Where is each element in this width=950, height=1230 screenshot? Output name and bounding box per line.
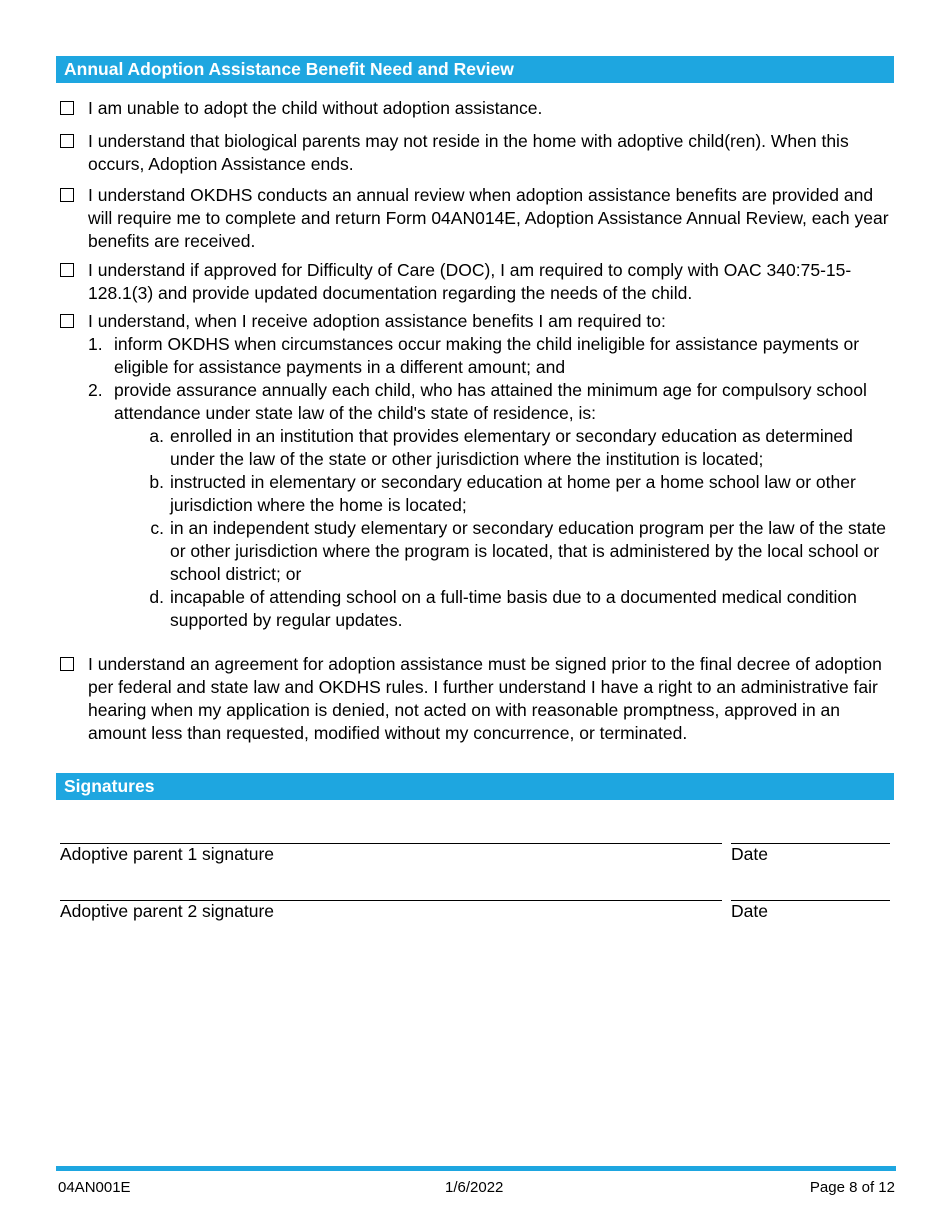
checklist-text-6: I understand an agreement for adoption assistance must be signed prior to the final decree of adoption per federal and state law and OKDHS rules. I further understand I have a right to an administrative fair hearing when my application is denied, not acted on with reasonable promptness, approved in an amount less than requested, modified without my concurrence, or terminated.: [88, 654, 882, 743]
lettered-item-a: [144, 425, 892, 471]
parent2-signature-label: Adoptive parent 2 signature: [60, 901, 275, 921]
footer-date: 1/6/2022: [445, 1179, 504, 1196]
numbered-text-1: inform OKDHS when circumstances occur making the child ineligible for assistance payments or eligible for assistance payments in a different amount; and: [114, 334, 860, 377]
footer-divider: [56, 1166, 896, 1171]
lettered-marker-c: c.: [150, 518, 164, 538]
lettered-item-d: [144, 586, 892, 632]
checklist-item-1: [60, 97, 892, 120]
checkbox-2[interactable]: [60, 134, 74, 148]
section-header-signatures: Signatures: [56, 773, 894, 800]
lettered-text-a: enrolled in an institution that provides elementary or secondary education as determined under the law of the state or other jurisdiction where the institution is located;: [170, 426, 853, 469]
lettered-item-b: [144, 471, 892, 517]
checklist-text-2: I understand that biological parents may not reside in the home with adoptive child(ren). When this occurs, Adoption Assistance ends.: [88, 131, 849, 174]
checkbox-4[interactable]: [60, 263, 74, 277]
lettered-text-b: instructed in elementary or secondary education at home per a home school law or other jurisdiction where the home is located;: [170, 472, 856, 515]
checklist-item-6: [60, 653, 892, 745]
checklist-item-2: [60, 130, 892, 176]
lettered-item-c: [144, 517, 892, 586]
checkbox-5[interactable]: [60, 314, 74, 328]
checklist-text-5: I understand, when I receive adoption assistance benefits I am required to:: [88, 311, 666, 331]
checkbox-3[interactable]: [60, 188, 74, 202]
parent1-signature-label: Adoptive parent 1 signature: [60, 844, 275, 864]
lettered-text-c: in an independent study elementary or secondary education program per the law of the state or other jurisdiction where the program is located, that is administered by the local school or school district; or: [170, 518, 886, 584]
numbered-list: [88, 333, 892, 632]
numbered-item-2: [88, 379, 892, 632]
checklist-text-3: I understand OKDHS conducts an annual review when adoption assistance benefits are provided and will require me to complete and return Form 04AN014E, Adoption Assistance Annual Review, each year benefits are received.: [88, 185, 889, 251]
checklist-item-3: [60, 184, 892, 253]
lettered-list: [144, 425, 892, 632]
lettered-marker-b: b.: [149, 472, 164, 492]
lettered-text-d: incapable of attending school on a full-time basis due to a documented medical condition supported by regular updates.: [170, 587, 857, 630]
numbered-text-2: provide assurance annually each child, who has attained the minimum age for compulsory school attendance under state law of the child's state of residence, is:: [114, 380, 867, 423]
lettered-marker-a: a.: [149, 426, 164, 446]
lettered-marker-d: d.: [149, 587, 164, 607]
numbered-item-1: [88, 333, 892, 379]
checklist-item-5: [60, 310, 892, 632]
parent2-date-label: Date: [731, 901, 768, 921]
checkbox-6[interactable]: [60, 657, 74, 671]
checklist-text-4: I understand if approved for Difficulty of Care (DOC), I am required to comply with OAC 340:75-15-128.1(3) and provide updated documentation regarding the needs of the child.: [88, 260, 852, 303]
footer-form-number: 04AN001E: [58, 1179, 131, 1196]
footer-page-number: Page 8 of 12: [809, 1179, 895, 1196]
checklist-item-4: [60, 259, 892, 305]
numbered-marker-1: 1.: [88, 334, 103, 354]
section-header-benefit-review: Annual Adoption Assistance Benefit Need and Review: [56, 56, 894, 83]
numbered-marker-2: 2.: [88, 380, 103, 400]
checklist-text-1: I am unable to adopt the child without adoption assistance.: [88, 98, 543, 118]
checkbox-1[interactable]: [60, 101, 74, 115]
parent1-date-label: Date: [731, 844, 768, 864]
